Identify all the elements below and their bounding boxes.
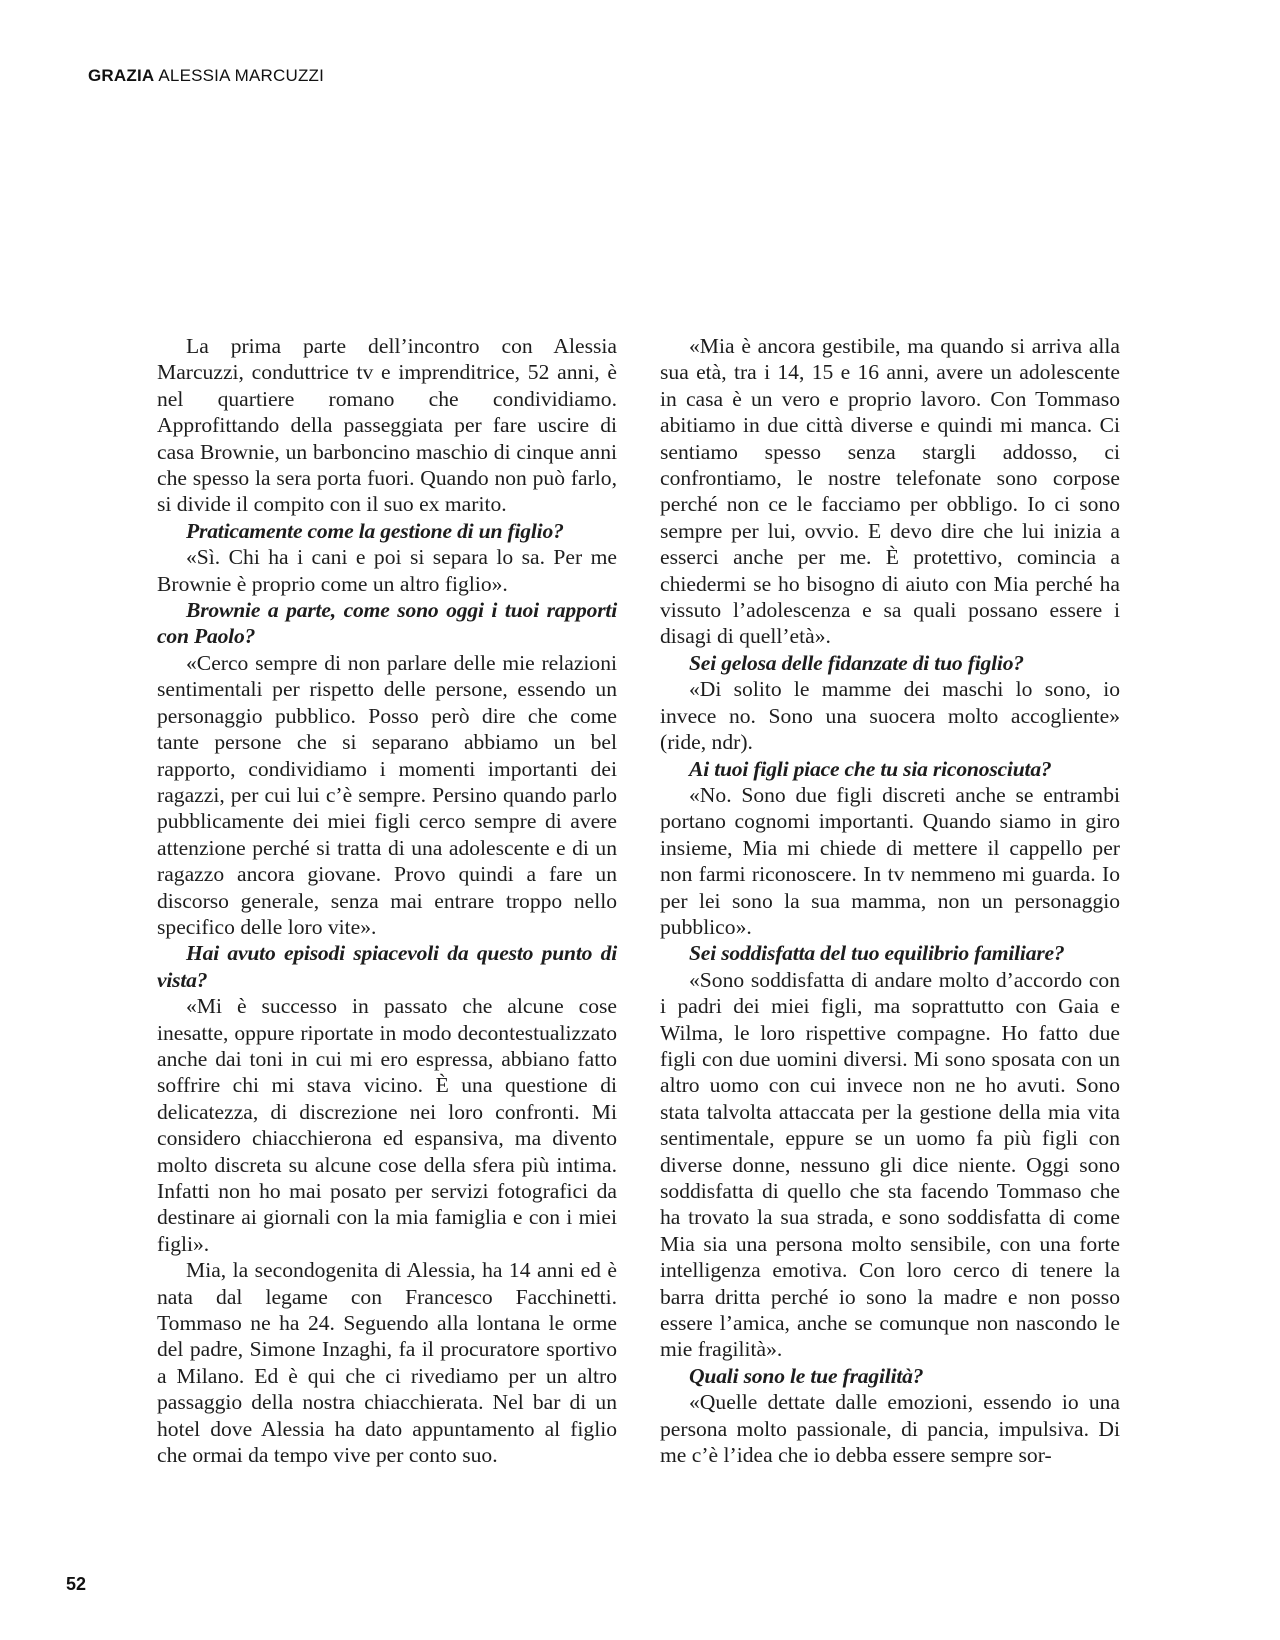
interview-question: Quali sono le tue fragilità? [689, 1363, 924, 1388]
paragraph: «Mia è ancora gestibile, ma quando si arriva alla sua età, tra i 14, 15 e 16 anni, avere un adolescente in casa è un vero e proprio lavoro. Con Tommaso abitiamo in due città diverse e quindi mi manca. Ci sentiamo spesso senza stargli addosso, ci confrontiamo, le nostre telefonate sono corpose perché non ce le facciamo per obbligo. Io ci sono sempre per lui, ovvio. E devo dire che lui inizia a esserci anche per me. È protettivo, comincia a chiedermi se ho bisogno di aiuto con Mia perché ha vissuto l’adolescenza e sa quali possano essere i disagi di quell’età». [660, 334, 1120, 649]
interview-question: Hai avuto episodi spiacevoli da questo punto di vista? [157, 941, 617, 992]
paragraph: «Di solito le mamme dei maschi lo sono, io invece no. Sono una suocera molto accogliente» (ride, ndr). [660, 677, 1120, 755]
paragraph: La prima parte dell’incontro con Alessia Marcuzzi, conduttrice tv e imprenditrice, 52 anni, è nel quartiere romano che condividiamo. Approfittando della passeggiata per fare uscire di casa Brownie, un barboncino maschio di cinque anni che spesso la sera porta fuori. Quando non può farlo, si divide il compito con il suo ex marito. [157, 334, 617, 517]
interview-question: Brownie a parte, come sono oggi i tuoi rapporti con Paolo? [157, 598, 617, 649]
paragraph: «Cerco sempre di non parlare delle mie relazioni sentimentali per rispetto delle persone, essendo un personaggio pubblico. Posso però dire che come tante persone che si separano abbiamo un bel rapporto, condividiamo i momenti importanti dei ragazzi, per cui lui c’è sempre. Persino quando parlo pubblicamente dei miei figli cerco sempre di avere attenzione perché si tratta di una adolescente e di un ragazzo ancora giovane. Provo quindi a fare un discorso generale, senza mai entrare troppo nello specifico delle loro vite». [157, 650, 617, 939]
page-number: 52 [66, 1574, 87, 1594]
interview-question: Praticamente come la gestione di un figlio? [186, 518, 564, 543]
article-column-left [157, 333, 617, 1468]
paragraph: «Mi è successo in passato che alcune cose inesatte, oppure riportate in modo decontestualizzato anche dai toni in cui mi ero espressa, abbiano fatto soffrire chi mi stava vicino. È una questione di delicatezza, di discrezione nei loro confronti. Mi considero chiacchierona ed espansiva, ma divento molto discreta su alcune cose della sfera più intima. Infatti non ho mai posato per servizi fotografici da destinare ai giornali con la mia famiglia e con i miei figli». [157, 994, 617, 1256]
interview-question: Sei soddisfatta del tuo equilibrio familiare? [689, 941, 1065, 966]
paragraph: «Sono soddisfatta di andare molto d’accordo con i padri dei miei figli, ma soprattutto con Gaia e Wilma, le loro rispettive compagne. Ho fatto due figli con due uomini diversi. Mi sono sposata con un altro uomo con cui invece non ne ho avuti. Sono stata talvolta attaccata per la gestione della mia vita sentimentale, eppure se un uomo fa più figli con diverse donne, nessuno gli dice niente. Oggi sono soddisfatta di quello che sta facendo Tommaso che ha trovato la sua strada, e sono soddisfatta di come Mia sia una persona molto sensibile, con una forte intelligenza emotiva. Con loro cerco di tenere la barra dritta perché io sono la madre e non posso essere l’amica, anche se comunque non nascondo le mie fragilità». [660, 967, 1120, 1362]
article-column-right [660, 333, 1120, 1468]
paragraph: Mia, la secondogenita di Alessia, ha 14 anni ed è nata dal legame con Francesco Facchinetti. Tommaso ne ha 24. Seguendo alla lontana le orme del padre, Simone Inzaghi, fa il procuratore sportivo a Milano. Ed è qui che ci rivediamo per un altro passaggio della nostra chiacchierata. Nel bar di un hotel dove Alessia ha dato appuntamento al figlio che ormai da tempo vive per conto suo. [157, 1258, 617, 1468]
paragraph: «Sì. Chi ha i cani e poi si separa lo sa. Per me Brownie è proprio come un altro figlio». [157, 545, 617, 596]
magazine-brand: GRAZIA [88, 66, 155, 85]
interview-question: Ai tuoi figli piace che tu sia riconosciuta? [689, 756, 1052, 781]
running-header [88, 66, 324, 86]
paragraph: «Quelle dettate dalle emozioni, essendo io una persona molto passionale, di pancia, impulsiva. Di me c’è l’idea che io debba essere sempre sor- [660, 1390, 1120, 1468]
paragraph: «No. Sono due figli discreti anche se entrambi portano cognomi importanti. Quando siamo in giro insieme, Mia mi chiede di mettere il cappello per non farmi riconoscere. In tv nemmeno mi guarda. Io per lei sono la sua mamma, non un personaggio pubblico». [660, 782, 1120, 939]
section-title: ALESSIA MARCUZZI [158, 66, 325, 85]
interview-question: Sei gelosa delle fidanzate di tuo figlio? [689, 650, 1024, 675]
